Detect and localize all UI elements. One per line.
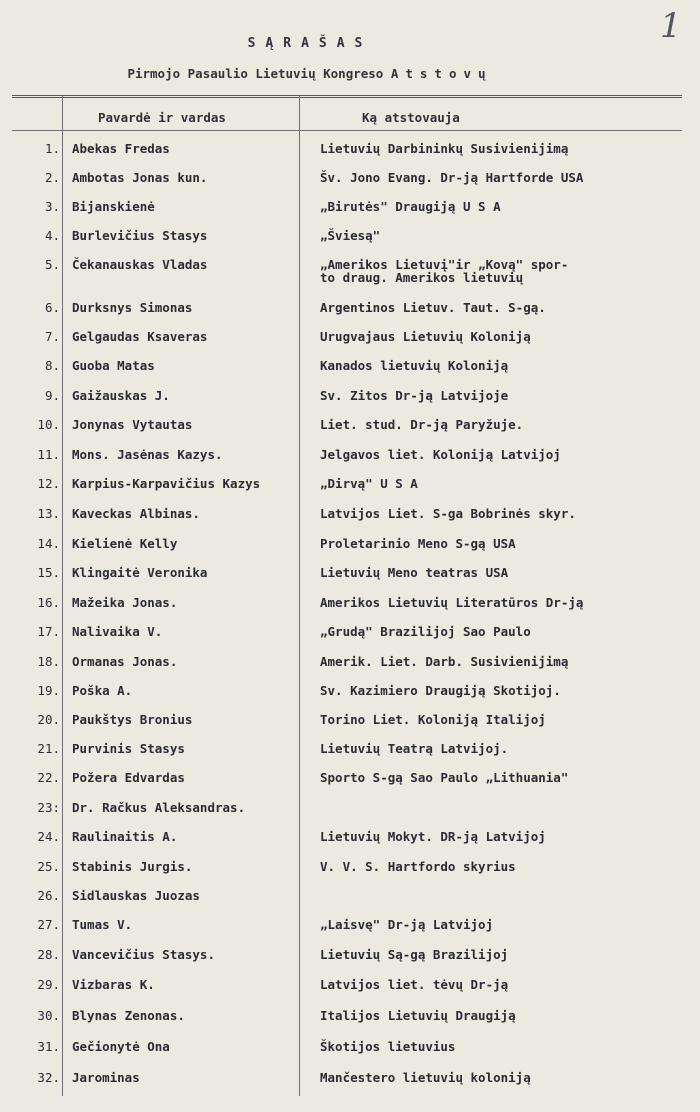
row-number: 11. bbox=[37, 447, 60, 462]
represented-organization: Lietuvių Mokyt. DR-ją Latvijoj bbox=[320, 829, 546, 844]
delegate-name: Tumas V. bbox=[72, 917, 133, 932]
row-number: 14. bbox=[37, 536, 60, 551]
represented-organization: Torino Liet. Koloniją Italijoj bbox=[320, 712, 546, 727]
represented-organization: „Grudą" Brazilijoj Sao Paulo bbox=[320, 624, 531, 639]
row-number: 4. bbox=[44, 228, 60, 243]
row-number: 8. bbox=[44, 358, 60, 373]
row-number: 28. bbox=[37, 947, 60, 962]
subtitle-spaced: Atstovų bbox=[390, 66, 493, 81]
row-number: 31. bbox=[37, 1039, 60, 1054]
header-bottom-rule bbox=[12, 130, 682, 131]
row-number: 1. bbox=[44, 141, 60, 156]
represented-organization: Liet. stud. Dr-ją Paryžuje. bbox=[320, 417, 524, 432]
document-subtitle bbox=[0, 66, 620, 81]
row-number: 24. bbox=[37, 829, 60, 844]
delegate-name: Karpius-Karpavičius Kazys bbox=[72, 476, 261, 491]
delegate-name: Durksnys Simonas bbox=[72, 300, 193, 315]
row-number: 7. bbox=[44, 329, 60, 344]
subtitle-lead: Pirmojo Pasaulio Lietuvių Kongreso bbox=[127, 66, 384, 81]
represented-organization: Sporto S-gą Sao Paulo „Lithuania" bbox=[320, 770, 569, 785]
represented-organization: Proletarinio Meno S-gą USA bbox=[320, 536, 516, 551]
represented-organization: Amerikos Lietuvių Literatūros Dr-ją bbox=[320, 595, 584, 610]
delegate-name: Jonynas Vytautas bbox=[72, 417, 193, 432]
delegate-name: Guoba Matas bbox=[72, 358, 155, 373]
delegate-name: Kaveckas Albinas. bbox=[72, 506, 200, 521]
delegate-name: Abekas Fredas bbox=[72, 141, 170, 156]
row-number: 3. bbox=[44, 199, 60, 214]
represented-organization: „Laisvę" Dr-ją Latvijoj bbox=[320, 917, 494, 932]
row-number: 20. bbox=[37, 712, 60, 727]
delegate-name: Stabinis Jurgis. bbox=[72, 859, 193, 874]
row-number: 30. bbox=[37, 1008, 60, 1023]
row-number: 12. bbox=[37, 476, 60, 491]
column-divider-name bbox=[299, 96, 300, 1096]
delegate-name: Gečionytė Ona bbox=[72, 1039, 170, 1054]
row-number: 23: bbox=[37, 800, 60, 815]
row-number: 25. bbox=[37, 859, 60, 874]
represented-organization: Lietuvių Są-gą Brazilijoj bbox=[320, 947, 509, 962]
delegate-name: Mons. Jasėnas Kazys. bbox=[72, 447, 223, 462]
delegate-name: Jarominas bbox=[72, 1070, 140, 1085]
row-number: 19. bbox=[37, 683, 60, 698]
row-number: 17. bbox=[37, 624, 60, 639]
delegate-name: Bijanskienė bbox=[72, 199, 155, 214]
delegate-name: Raulinaitis A. bbox=[72, 829, 178, 844]
delegate-name: Poška A. bbox=[72, 683, 133, 698]
represented-organization: Sv. Kazimiero Draugiją Skotijoj. bbox=[320, 683, 561, 698]
represented-organization: Amerik. Liet. Darb. Susivienijimą bbox=[320, 654, 569, 669]
represented-organization: Kanados lietuvių Koloniją bbox=[320, 358, 509, 373]
delegate-name: Vancevičius Stasys. bbox=[72, 947, 215, 962]
delegate-name: Purvinis Stasys bbox=[72, 741, 185, 756]
represented-organization: „Amerikos Lietuvį"ir „Kovą" spor- to draug. Amerikos lietuvių bbox=[320, 257, 569, 285]
represented-organization: „Dirvą" U S A bbox=[320, 476, 418, 491]
represented-organization: Lietuvių Meno teatras USA bbox=[320, 565, 509, 580]
column-divider-number bbox=[62, 96, 63, 1096]
represented-organization: Italijos Lietuvių Draugiją bbox=[320, 1008, 516, 1023]
represented-organization: Šv. Jono Evang. Dr-ją Hartforde USA bbox=[320, 170, 584, 185]
represented-organization: „Šviesą" bbox=[320, 228, 381, 243]
delegate-name: Paukštys Bronius bbox=[72, 712, 193, 727]
row-number: 10. bbox=[37, 417, 60, 432]
represented-organization: Argentinos Lietuv. Taut. S-gą. bbox=[320, 300, 546, 315]
page-number: 1 bbox=[660, 6, 682, 46]
represented-organization: Škotijos lietuvius bbox=[320, 1039, 456, 1054]
delegate-name: Mažeika Jonas. bbox=[72, 595, 178, 610]
delegate-name: Čekanauskas Vladas bbox=[72, 257, 208, 272]
delegate-name: Vizbaras K. bbox=[72, 977, 155, 992]
delegate-name: Nalivaika V. bbox=[72, 624, 163, 639]
represented-organization: Lietuvių Darbininkų Susivienijimą bbox=[320, 141, 569, 156]
delegate-name: Blynas Zenonas. bbox=[72, 1008, 185, 1023]
row-number: 6. bbox=[44, 300, 60, 315]
delegate-name: Ambotas Jonas kun. bbox=[72, 170, 208, 185]
delegate-name: Gelgaudas Ksaveras bbox=[72, 329, 208, 344]
delegate-name: Ormanas Jonas. bbox=[72, 654, 178, 669]
row-number: 29. bbox=[37, 977, 60, 992]
row-number: 27. bbox=[37, 917, 60, 932]
row-number: 13. bbox=[37, 506, 60, 521]
row-number: 16. bbox=[37, 595, 60, 610]
represented-organization: „Birutės" Draugiją U S A bbox=[320, 199, 501, 214]
row-number: 2. bbox=[44, 170, 60, 185]
table-top-rule bbox=[12, 95, 682, 98]
represented-organization: Latvijos Liet. S-ga Bobrinės skyr. bbox=[320, 506, 576, 521]
represented-organization: Mančestero lietuvių koloniją bbox=[320, 1070, 531, 1085]
delegate-name: Požera Edvardas bbox=[72, 770, 185, 785]
represented-organization: Urugvajaus Lietuvių Koloniją bbox=[320, 329, 531, 344]
header-represents: Ką atstovauja bbox=[362, 110, 460, 125]
row-number: 5. bbox=[44, 257, 60, 272]
header-name: Pavardė ir vardas bbox=[98, 110, 226, 125]
represented-organization: V. V. S. Hartfordo skyrius bbox=[320, 859, 516, 874]
document-title: SĄRAŠAS bbox=[247, 36, 373, 51]
delegate-name: Burlevičius Stasys bbox=[72, 228, 208, 243]
row-number: 21. bbox=[37, 741, 60, 756]
represented-organization: Jelgavos liet. Koloniją Latvijoj bbox=[320, 447, 561, 462]
delegate-name: Dr. Račkus Aleksandras. bbox=[72, 800, 246, 815]
delegate-name: Gaižauskas J. bbox=[72, 388, 170, 403]
row-number: 26. bbox=[37, 888, 60, 903]
row-number: 22. bbox=[37, 770, 60, 785]
delegate-name: Kielienė Kelly bbox=[72, 536, 178, 551]
delegate-name: Klingaitė Veronika bbox=[72, 565, 208, 580]
row-number: 18. bbox=[37, 654, 60, 669]
represented-organization: Latvijos liet. tėvų Dr-ją bbox=[320, 977, 509, 992]
represented-organization: Sv. Zitos Dr-ją Latvijoje bbox=[320, 388, 509, 403]
row-number: 15. bbox=[37, 565, 60, 580]
row-number: 9. bbox=[44, 388, 60, 403]
represented-organization: Lietuvių Teatrą Latvijoj. bbox=[320, 741, 509, 756]
delegate-name: Sidlauskas Juozas bbox=[72, 888, 200, 903]
row-number: 32. bbox=[37, 1070, 60, 1085]
